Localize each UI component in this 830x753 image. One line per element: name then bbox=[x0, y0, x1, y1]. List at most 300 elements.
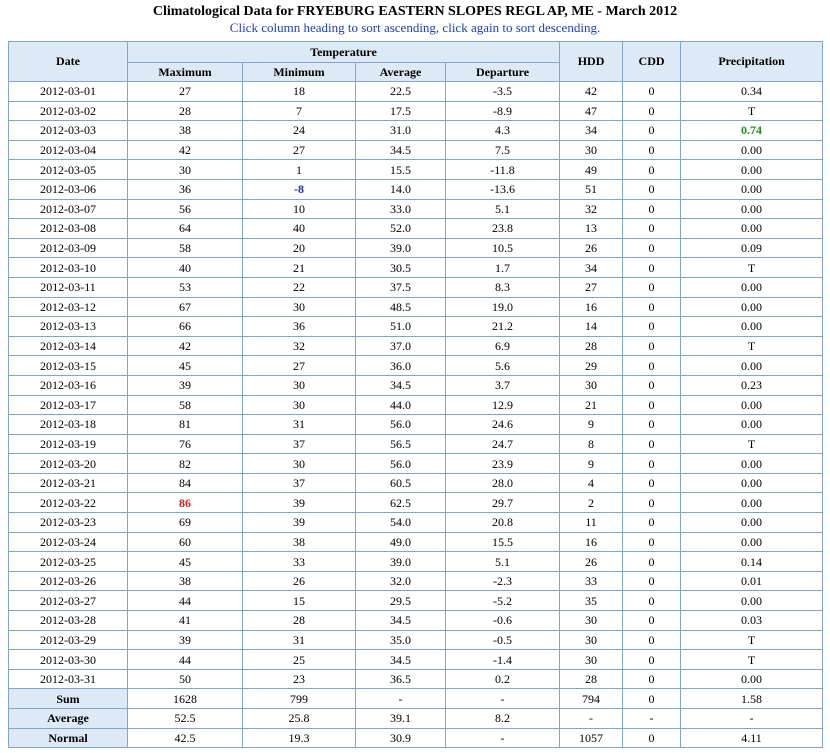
hdd-cell: 30 bbox=[560, 140, 623, 160]
departure-cell: 23.8 bbox=[446, 219, 560, 239]
minimum-cell: 26 bbox=[243, 571, 356, 591]
precipitation-cell: 0.00 bbox=[681, 317, 823, 337]
maximum-cell: 39 bbox=[128, 375, 243, 395]
minimum-cell: 31 bbox=[243, 415, 356, 435]
cdd-cell: 0 bbox=[623, 297, 681, 317]
minimum-cell: 30 bbox=[243, 454, 356, 474]
cdd-cell: 0 bbox=[623, 454, 681, 474]
hdd-cell: 27 bbox=[560, 277, 623, 297]
average-cell: 37.5 bbox=[356, 277, 446, 297]
table-row bbox=[9, 336, 823, 356]
date-cell: 2012-03-17 bbox=[9, 395, 128, 415]
table-row bbox=[9, 611, 823, 631]
departure-cell: - bbox=[446, 728, 560, 748]
minimum-cell: 10 bbox=[243, 199, 356, 219]
cdd-cell: 0 bbox=[623, 219, 681, 239]
date-cell: 2012-03-19 bbox=[9, 434, 128, 454]
cdd-cell: 0 bbox=[623, 630, 681, 650]
date-cell: 2012-03-29 bbox=[9, 630, 128, 650]
precipitation-cell: 0.00 bbox=[681, 356, 823, 376]
table-row bbox=[9, 434, 823, 454]
cdd-cell: 0 bbox=[623, 140, 681, 160]
date-cell: 2012-03-15 bbox=[9, 356, 128, 376]
maximum-cell: 40 bbox=[128, 258, 243, 278]
departure-cell: 21.2 bbox=[446, 317, 560, 337]
departure-cell: 1.7 bbox=[446, 258, 560, 278]
hdd-cell: 16 bbox=[560, 297, 623, 317]
table-row bbox=[9, 552, 823, 572]
cdd-cell: 0 bbox=[623, 179, 681, 199]
hdd-cell: 30 bbox=[560, 375, 623, 395]
minimum-cell: 25 bbox=[243, 650, 356, 670]
maximum-cell: 82 bbox=[128, 454, 243, 474]
departure-cell: 29.7 bbox=[446, 493, 560, 513]
hdd-cell: 47 bbox=[560, 101, 623, 121]
departure-cell: -13.6 bbox=[446, 179, 560, 199]
hdd-cell: 26 bbox=[560, 238, 623, 258]
average-cell: 39.0 bbox=[356, 552, 446, 572]
precipitation-cell: 4.11 bbox=[681, 728, 823, 748]
maximum-cell: 39 bbox=[128, 630, 243, 650]
cdd-cell: 0 bbox=[623, 238, 681, 258]
cdd-cell: 0 bbox=[623, 689, 681, 709]
average-cell: 17.5 bbox=[356, 101, 446, 121]
maximum-cell: 42.5 bbox=[128, 728, 243, 748]
departure-cell: 0.2 bbox=[446, 669, 560, 689]
maximum-cell: 67 bbox=[128, 297, 243, 317]
maximum-cell: 66 bbox=[128, 317, 243, 337]
table-row bbox=[9, 140, 823, 160]
hdd-cell: 30 bbox=[560, 630, 623, 650]
summary-row bbox=[9, 728, 823, 748]
average-cell: 31.0 bbox=[356, 121, 446, 141]
minimum-cell: 31 bbox=[243, 630, 356, 650]
departure-cell: 3.7 bbox=[446, 375, 560, 395]
precipitation-cell: 0.74 bbox=[681, 121, 823, 141]
date-column-header[interactable]: Date bbox=[9, 42, 128, 82]
date-cell: 2012-03-22 bbox=[9, 493, 128, 513]
cdd-cell: 0 bbox=[623, 571, 681, 591]
minimum-cell: 23 bbox=[243, 669, 356, 689]
date-cell: 2012-03-20 bbox=[9, 454, 128, 474]
precipitation-cell: T bbox=[681, 650, 823, 670]
cdd-cell: 0 bbox=[623, 513, 681, 533]
cdd-cell: 0 bbox=[623, 669, 681, 689]
precipitation-cell: 0.34 bbox=[681, 82, 823, 102]
departure-cell: 23.9 bbox=[446, 454, 560, 474]
date-cell: Average bbox=[9, 709, 128, 729]
departure-cell: 8.2 bbox=[446, 709, 560, 729]
average-cell: 30.9 bbox=[356, 728, 446, 748]
cdd-cell: - bbox=[623, 709, 681, 729]
average-cell: - bbox=[356, 689, 446, 709]
date-cell: Normal bbox=[9, 728, 128, 748]
hdd-cell: 16 bbox=[560, 532, 623, 552]
date-cell: 2012-03-01 bbox=[9, 82, 128, 102]
minimum-cell: 21 bbox=[243, 258, 356, 278]
cdd-cell: 0 bbox=[623, 277, 681, 297]
table-row bbox=[9, 630, 823, 650]
cdd-cell: 0 bbox=[623, 395, 681, 415]
precipitation-cell: T bbox=[681, 336, 823, 356]
maximum-cell: 36 bbox=[128, 179, 243, 199]
average-cell: 48.5 bbox=[356, 297, 446, 317]
minimum-cell: 37 bbox=[243, 434, 356, 454]
date-cell: 2012-03-06 bbox=[9, 179, 128, 199]
table-row bbox=[9, 219, 823, 239]
precipitation-cell: 0.09 bbox=[681, 238, 823, 258]
precipitation-cell: 0.00 bbox=[681, 199, 823, 219]
average-cell: 44.0 bbox=[356, 395, 446, 415]
cdd-cell: 0 bbox=[623, 552, 681, 572]
precipitation-cell: T bbox=[681, 258, 823, 278]
table-row bbox=[9, 238, 823, 258]
precipitation-cell: - bbox=[681, 709, 823, 729]
date-cell: 2012-03-24 bbox=[9, 532, 128, 552]
table-row bbox=[9, 297, 823, 317]
departure-cell: 24.7 bbox=[446, 434, 560, 454]
date-cell: 2012-03-02 bbox=[9, 101, 128, 121]
average-cell: 22.5 bbox=[356, 82, 446, 102]
departure-cell: -0.5 bbox=[446, 630, 560, 650]
minimum-cell: 40 bbox=[243, 219, 356, 239]
cdd-cell: 0 bbox=[623, 415, 681, 435]
average-cell: 62.5 bbox=[356, 493, 446, 513]
average-cell: 32.0 bbox=[356, 571, 446, 591]
minimum-cell: 22 bbox=[243, 277, 356, 297]
table-row bbox=[9, 82, 823, 102]
table-row bbox=[9, 101, 823, 121]
precipitation-cell: 0.00 bbox=[681, 591, 823, 611]
departure-cell: 8.3 bbox=[446, 277, 560, 297]
hdd-cell: 30 bbox=[560, 611, 623, 631]
hdd-cell: 26 bbox=[560, 552, 623, 572]
climate-data-table bbox=[8, 41, 823, 748]
date-cell: 2012-03-28 bbox=[9, 611, 128, 631]
date-cell: 2012-03-21 bbox=[9, 473, 128, 493]
hdd-column-header[interactable]: HDD bbox=[560, 42, 623, 82]
date-cell: 2012-03-11 bbox=[9, 277, 128, 297]
hdd-cell: 33 bbox=[560, 571, 623, 591]
cdd-cell: 0 bbox=[623, 199, 681, 219]
cdd-cell: 0 bbox=[623, 434, 681, 454]
minimum-cell: 38 bbox=[243, 532, 356, 552]
cdd-cell: 0 bbox=[623, 493, 681, 513]
date-cell: 2012-03-12 bbox=[9, 297, 128, 317]
departure-cell: -11.8 bbox=[446, 160, 560, 180]
average-cell: 56.5 bbox=[356, 434, 446, 454]
table-row bbox=[9, 454, 823, 474]
average-cell: 29.5 bbox=[356, 591, 446, 611]
hdd-cell: 9 bbox=[560, 415, 623, 435]
table-row bbox=[9, 650, 823, 670]
maximum-cell: 76 bbox=[128, 434, 243, 454]
maximum-cell: 58 bbox=[128, 238, 243, 258]
date-cell: 2012-03-08 bbox=[9, 219, 128, 239]
cdd-cell: 0 bbox=[623, 160, 681, 180]
hdd-cell: 28 bbox=[560, 669, 623, 689]
minimum-cell: 27 bbox=[243, 140, 356, 160]
maximum-cell: 69 bbox=[128, 513, 243, 533]
average-cell: 30.5 bbox=[356, 258, 446, 278]
average-cell: 34.5 bbox=[356, 375, 446, 395]
table-row bbox=[9, 258, 823, 278]
minimum-column-header[interactable]: Minimum bbox=[243, 63, 356, 82]
date-cell: 2012-03-13 bbox=[9, 317, 128, 337]
page-title: Climatological Data for FRYEBURG EASTERN SLOPES REGL AP, ME - March 2012 bbox=[152, 4, 678, 19]
precipitation-cell: 1.58 bbox=[681, 689, 823, 709]
date-cell: 2012-03-26 bbox=[9, 571, 128, 591]
table-row bbox=[9, 375, 823, 395]
table-row bbox=[9, 317, 823, 337]
maximum-cell: 38 bbox=[128, 121, 243, 141]
maximum-cell: 56 bbox=[128, 199, 243, 219]
departure-cell: 24.6 bbox=[446, 415, 560, 435]
average-cell: 37.0 bbox=[356, 336, 446, 356]
precipitation-cell: 0.00 bbox=[681, 160, 823, 180]
cdd-cell: 0 bbox=[623, 82, 681, 102]
maximum-cell: 45 bbox=[128, 356, 243, 376]
hdd-cell: 35 bbox=[560, 591, 623, 611]
table-row bbox=[9, 591, 823, 611]
average-cell: 35.0 bbox=[356, 630, 446, 650]
average-cell: 14.0 bbox=[356, 179, 446, 199]
departure-cell: 6.9 bbox=[446, 336, 560, 356]
average-cell: 51.0 bbox=[356, 317, 446, 337]
table-row bbox=[9, 395, 823, 415]
average-cell: 36.0 bbox=[356, 356, 446, 376]
hdd-cell: 11 bbox=[560, 513, 623, 533]
hdd-cell: 29 bbox=[560, 356, 623, 376]
precipitation-cell: 0.00 bbox=[681, 493, 823, 513]
minimum-cell: 19.3 bbox=[243, 728, 356, 748]
departure-column-header[interactable]: Departure bbox=[446, 63, 560, 82]
table-row bbox=[9, 513, 823, 533]
precipitation-cell: 0.23 bbox=[681, 375, 823, 395]
departure-cell: 19.0 bbox=[446, 297, 560, 317]
average-cell: 15.5 bbox=[356, 160, 446, 180]
date-cell: 2012-03-18 bbox=[9, 415, 128, 435]
average-cell: 54.0 bbox=[356, 513, 446, 533]
precipitation-cell: T bbox=[681, 101, 823, 121]
hdd-cell: 794 bbox=[560, 689, 623, 709]
summary-row bbox=[9, 689, 823, 709]
hdd-cell: 30 bbox=[560, 650, 623, 670]
departure-cell: -5.2 bbox=[446, 591, 560, 611]
maximum-cell: 53 bbox=[128, 277, 243, 297]
average-cell: 56.0 bbox=[356, 454, 446, 474]
precipitation-cell: 0.03 bbox=[681, 611, 823, 631]
precipitation-cell: 0.00 bbox=[681, 140, 823, 160]
average-cell: 34.5 bbox=[356, 140, 446, 160]
date-cell: 2012-03-25 bbox=[9, 552, 128, 572]
precipitation-cell: 0.14 bbox=[681, 552, 823, 572]
precipitation-cell: 0.00 bbox=[681, 395, 823, 415]
departure-cell: - bbox=[446, 689, 560, 709]
table-row bbox=[9, 669, 823, 689]
minimum-cell: 36 bbox=[243, 317, 356, 337]
precipitation-cell: T bbox=[681, 630, 823, 650]
maximum-cell: 30 bbox=[128, 160, 243, 180]
average-cell: 33.0 bbox=[356, 199, 446, 219]
precipitation-cell: 0.00 bbox=[681, 473, 823, 493]
maximum-cell: 52.5 bbox=[128, 709, 243, 729]
departure-cell: 7.5 bbox=[446, 140, 560, 160]
date-cell: 2012-03-04 bbox=[9, 140, 128, 160]
date-cell: 2012-03-30 bbox=[9, 650, 128, 670]
average-cell: 39.1 bbox=[356, 709, 446, 729]
minimum-cell: 39 bbox=[243, 493, 356, 513]
table-row bbox=[9, 532, 823, 552]
date-cell: 2012-03-07 bbox=[9, 199, 128, 219]
precipitation-cell: 0.00 bbox=[681, 415, 823, 435]
table-row bbox=[9, 493, 823, 513]
cdd-cell: 0 bbox=[623, 258, 681, 278]
precipitation-column-header[interactable]: Precipitation bbox=[681, 42, 823, 82]
minimum-cell: 25.8 bbox=[243, 709, 356, 729]
maximum-cell: 44 bbox=[128, 650, 243, 670]
average-cell: 52.0 bbox=[356, 219, 446, 239]
cdd-cell: 0 bbox=[623, 650, 681, 670]
date-cell: 2012-03-14 bbox=[9, 336, 128, 356]
hdd-cell: 1057 bbox=[560, 728, 623, 748]
departure-cell: 5.1 bbox=[446, 552, 560, 572]
hdd-cell: 9 bbox=[560, 454, 623, 474]
summary-rows bbox=[9, 689, 823, 748]
hdd-cell: 4 bbox=[560, 473, 623, 493]
minimum-cell: 18 bbox=[243, 82, 356, 102]
cdd-cell: 0 bbox=[623, 121, 681, 141]
average-cell: 36.5 bbox=[356, 669, 446, 689]
hdd-cell: 51 bbox=[560, 179, 623, 199]
precipitation-cell: 0.00 bbox=[681, 669, 823, 689]
hdd-cell: 34 bbox=[560, 258, 623, 278]
table-row bbox=[9, 415, 823, 435]
minimum-cell: 7 bbox=[243, 101, 356, 121]
hdd-cell: 49 bbox=[560, 160, 623, 180]
maximum-cell: 50 bbox=[128, 669, 243, 689]
table-row bbox=[9, 121, 823, 141]
precipitation-cell: 0.01 bbox=[681, 571, 823, 591]
cdd-cell: 0 bbox=[623, 101, 681, 121]
average-cell: 49.0 bbox=[356, 532, 446, 552]
date-cell: 2012-03-05 bbox=[9, 160, 128, 180]
date-cell: 2012-03-31 bbox=[9, 669, 128, 689]
precipitation-cell: 0.00 bbox=[681, 532, 823, 552]
maximum-cell: 44 bbox=[128, 591, 243, 611]
average-cell: 60.5 bbox=[356, 473, 446, 493]
minimum-cell: 30 bbox=[243, 395, 356, 415]
departure-cell: -8.9 bbox=[446, 101, 560, 121]
cdd-cell: 0 bbox=[623, 728, 681, 748]
date-cell: 2012-03-09 bbox=[9, 238, 128, 258]
maximum-column-header[interactable]: Maximum bbox=[128, 63, 243, 82]
hdd-cell: 14 bbox=[560, 317, 623, 337]
average-column-header[interactable]: Average bbox=[356, 63, 446, 82]
hdd-cell: 2 bbox=[560, 493, 623, 513]
maximum-cell: 28 bbox=[128, 101, 243, 121]
hdd-cell: 34 bbox=[560, 121, 623, 141]
precipitation-cell: T bbox=[681, 434, 823, 454]
departure-cell: -0.6 bbox=[446, 611, 560, 631]
minimum-cell: 33 bbox=[243, 552, 356, 572]
maximum-cell: 1628 bbox=[128, 689, 243, 709]
cdd-cell: 0 bbox=[623, 356, 681, 376]
maximum-cell: 86 bbox=[128, 493, 243, 513]
date-cell: 2012-03-23 bbox=[9, 513, 128, 533]
cdd-column-header[interactable]: CDD bbox=[623, 42, 681, 82]
table-row bbox=[9, 160, 823, 180]
cdd-cell: 0 bbox=[623, 532, 681, 552]
departure-cell: 5.1 bbox=[446, 199, 560, 219]
hdd-cell: 13 bbox=[560, 219, 623, 239]
minimum-cell: 27 bbox=[243, 356, 356, 376]
average-cell: 56.0 bbox=[356, 415, 446, 435]
minimum-cell: 20 bbox=[243, 238, 356, 258]
maximum-cell: 27 bbox=[128, 82, 243, 102]
table-row bbox=[9, 356, 823, 376]
minimum-cell: -8 bbox=[243, 179, 356, 199]
minimum-cell: 1 bbox=[243, 160, 356, 180]
hdd-cell: - bbox=[560, 709, 623, 729]
precipitation-cell: 0.00 bbox=[681, 297, 823, 317]
maximum-cell: 81 bbox=[128, 415, 243, 435]
departure-cell: 12.9 bbox=[446, 395, 560, 415]
average-cell: 34.5 bbox=[356, 650, 446, 670]
date-cell: 2012-03-16 bbox=[9, 375, 128, 395]
departure-cell: -3.5 bbox=[446, 82, 560, 102]
hdd-cell: 21 bbox=[560, 395, 623, 415]
hdd-cell: 42 bbox=[560, 82, 623, 102]
departure-cell: 15.5 bbox=[446, 532, 560, 552]
maximum-cell: 42 bbox=[128, 336, 243, 356]
table-row bbox=[9, 199, 823, 219]
minimum-cell: 24 bbox=[243, 121, 356, 141]
cdd-cell: 0 bbox=[623, 611, 681, 631]
precipitation-cell: 0.00 bbox=[681, 277, 823, 297]
maximum-cell: 42 bbox=[128, 140, 243, 160]
maximum-cell: 41 bbox=[128, 611, 243, 631]
hdd-cell: 28 bbox=[560, 336, 623, 356]
average-cell: 34.5 bbox=[356, 611, 446, 631]
departure-cell: -2.3 bbox=[446, 571, 560, 591]
maximum-cell: 58 bbox=[128, 395, 243, 415]
precipitation-cell: 0.00 bbox=[681, 179, 823, 199]
date-cell: 2012-03-27 bbox=[9, 591, 128, 611]
departure-cell: -1.4 bbox=[446, 650, 560, 670]
departure-cell: 28.0 bbox=[446, 473, 560, 493]
maximum-cell: 45 bbox=[128, 552, 243, 572]
precipitation-cell: 0.00 bbox=[681, 513, 823, 533]
table-row bbox=[9, 571, 823, 591]
date-cell: 2012-03-10 bbox=[9, 258, 128, 278]
date-cell: 2012-03-03 bbox=[9, 121, 128, 141]
minimum-cell: 37 bbox=[243, 473, 356, 493]
cdd-cell: 0 bbox=[623, 473, 681, 493]
average-cell: 39.0 bbox=[356, 238, 446, 258]
departure-cell: 10.5 bbox=[446, 238, 560, 258]
minimum-cell: 28 bbox=[243, 611, 356, 631]
departure-cell: 4.3 bbox=[446, 121, 560, 141]
minimum-cell: 39 bbox=[243, 513, 356, 533]
minimum-cell: 799 bbox=[243, 689, 356, 709]
summary-row bbox=[9, 709, 823, 729]
minimum-cell: 30 bbox=[243, 375, 356, 395]
cdd-cell: 0 bbox=[623, 375, 681, 395]
maximum-cell: 84 bbox=[128, 473, 243, 493]
departure-cell: 20.8 bbox=[446, 513, 560, 533]
cdd-cell: 0 bbox=[623, 591, 681, 611]
